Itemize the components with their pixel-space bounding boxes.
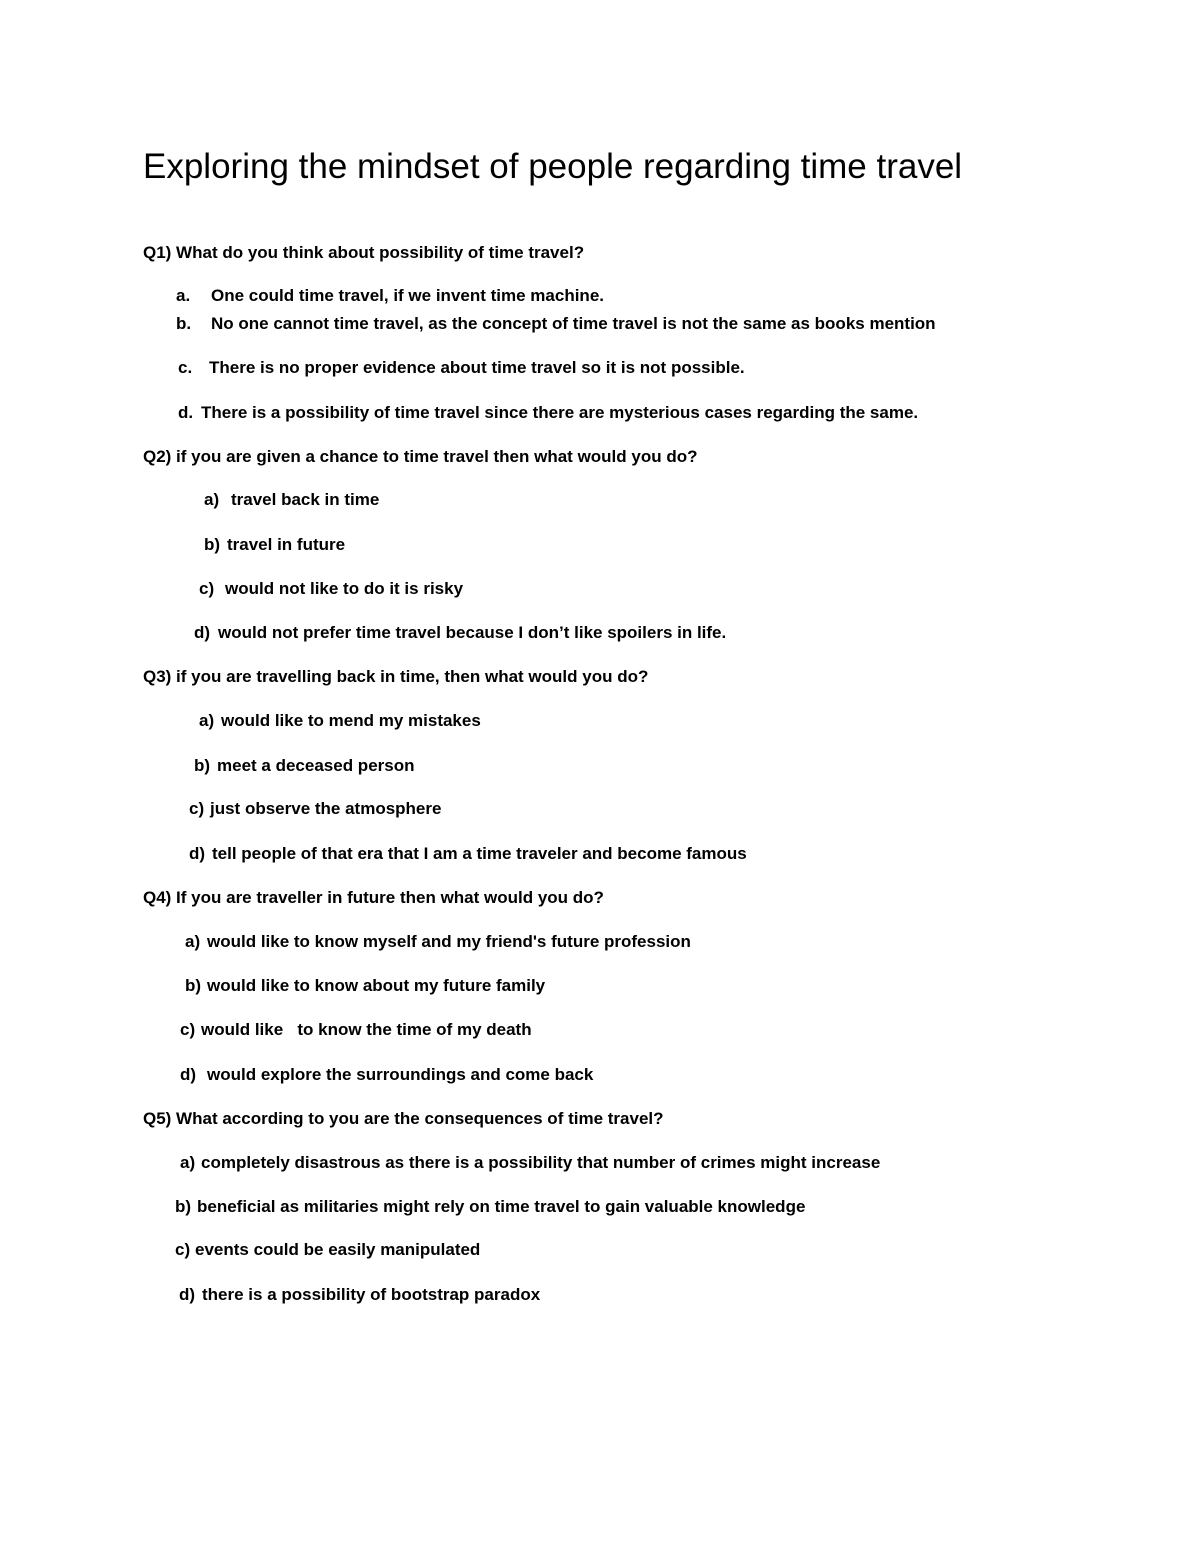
question-1-option-b bbox=[176, 314, 936, 334]
question-3-option-d bbox=[189, 844, 747, 864]
question-2-option-c bbox=[199, 579, 463, 599]
question-2-option-d bbox=[194, 623, 726, 643]
option-marker: b) bbox=[185, 976, 202, 995]
option-marker: d) bbox=[179, 1285, 196, 1304]
option-text: beneficial as militaries might rely on time travel to gain valuable knowledge bbox=[197, 1197, 806, 1216]
option-marker: a) bbox=[199, 711, 215, 730]
question-5-option-a bbox=[180, 1153, 880, 1173]
option-text: completely disastrous as there is a possibility that number of crimes might increase bbox=[201, 1153, 881, 1172]
option-marker: c) bbox=[189, 799, 205, 818]
question-5: Q5) What according to you are the consequences of time travel? bbox=[143, 1109, 664, 1128]
option-marker: d. bbox=[178, 403, 194, 422]
option-text: would like to know the time of my death bbox=[201, 1020, 532, 1039]
question-3-option-a bbox=[199, 711, 481, 731]
option-text: would not prefer time travel because I don’t like spoilers in life. bbox=[218, 623, 727, 642]
option-text: meet a deceased person bbox=[217, 756, 415, 775]
option-text: tell people of that era that I am a time traveler and become famous bbox=[212, 844, 747, 863]
question-4-option-c bbox=[180, 1020, 532, 1040]
option-marker: c) bbox=[199, 579, 215, 598]
option-marker: c) bbox=[175, 1240, 191, 1259]
option-text: there is a possibility of bootstrap paradox bbox=[202, 1285, 541, 1304]
option-marker: a) bbox=[185, 932, 201, 951]
question-2-option-b bbox=[204, 535, 345, 555]
option-text: There is a possibility of time travel since there are mysterious cases regarding the same. bbox=[201, 403, 919, 422]
question-4-option-a bbox=[185, 932, 691, 952]
question-5-option-d bbox=[179, 1285, 540, 1305]
option-marker: c) bbox=[180, 1020, 196, 1039]
option-text: just observe the atmosphere bbox=[210, 799, 442, 818]
question-3-option-c bbox=[189, 799, 441, 819]
question-1-option-d bbox=[178, 403, 918, 423]
option-text: One could time travel, if we invent time machine. bbox=[211, 286, 604, 305]
option-marker: d) bbox=[180, 1065, 197, 1084]
question-4-option-b bbox=[185, 976, 545, 996]
question-5-option-c bbox=[175, 1240, 480, 1260]
question-2: Q2) if you are given a chance to time travel then what would you do? bbox=[143, 447, 698, 466]
option-marker: d) bbox=[194, 623, 211, 642]
option-text: would explore the surroundings and come back bbox=[207, 1065, 594, 1084]
option-text: would not like to do it is risky bbox=[225, 579, 464, 598]
option-text: would like to know about my future family bbox=[207, 976, 546, 995]
question-1: Q1) What do you think about possibility of time travel? bbox=[143, 243, 585, 262]
question-2-option-a bbox=[204, 490, 379, 510]
option-text: There is no proper evidence about time travel so it is not possible. bbox=[209, 358, 745, 377]
option-marker: d) bbox=[189, 844, 206, 863]
option-text: No one cannot time travel, as the concept of time travel is not the same as books mention bbox=[211, 314, 936, 333]
option-marker: c. bbox=[178, 358, 193, 377]
question-4: Q4) If you are traveller in future then what would you do? bbox=[143, 888, 604, 907]
option-text: travel back in time bbox=[231, 490, 380, 509]
option-marker: a) bbox=[204, 490, 220, 509]
question-1-option-c bbox=[178, 358, 745, 378]
option-text: would like to know myself and my friend's future profession bbox=[207, 932, 691, 951]
option-text: would like to mend my mistakes bbox=[221, 711, 481, 730]
option-marker: a. bbox=[176, 286, 191, 305]
question-4-option-d bbox=[180, 1065, 593, 1085]
question-3: Q3) if you are travelling back in time, then what would you do? bbox=[143, 667, 649, 686]
question-3-option-b bbox=[194, 756, 414, 776]
option-text: travel in future bbox=[227, 535, 346, 554]
question-5-option-b bbox=[175, 1197, 805, 1217]
option-marker: b) bbox=[204, 535, 221, 554]
option-marker: b) bbox=[175, 1197, 192, 1216]
option-marker: a) bbox=[180, 1153, 196, 1172]
option-text: events could be easily manipulated bbox=[195, 1240, 481, 1259]
option-marker: b) bbox=[194, 756, 211, 775]
question-1-option-a bbox=[176, 286, 604, 306]
document-title: Exploring the mindset of people regarding time travel bbox=[143, 147, 963, 186]
option-marker: b. bbox=[176, 314, 192, 333]
